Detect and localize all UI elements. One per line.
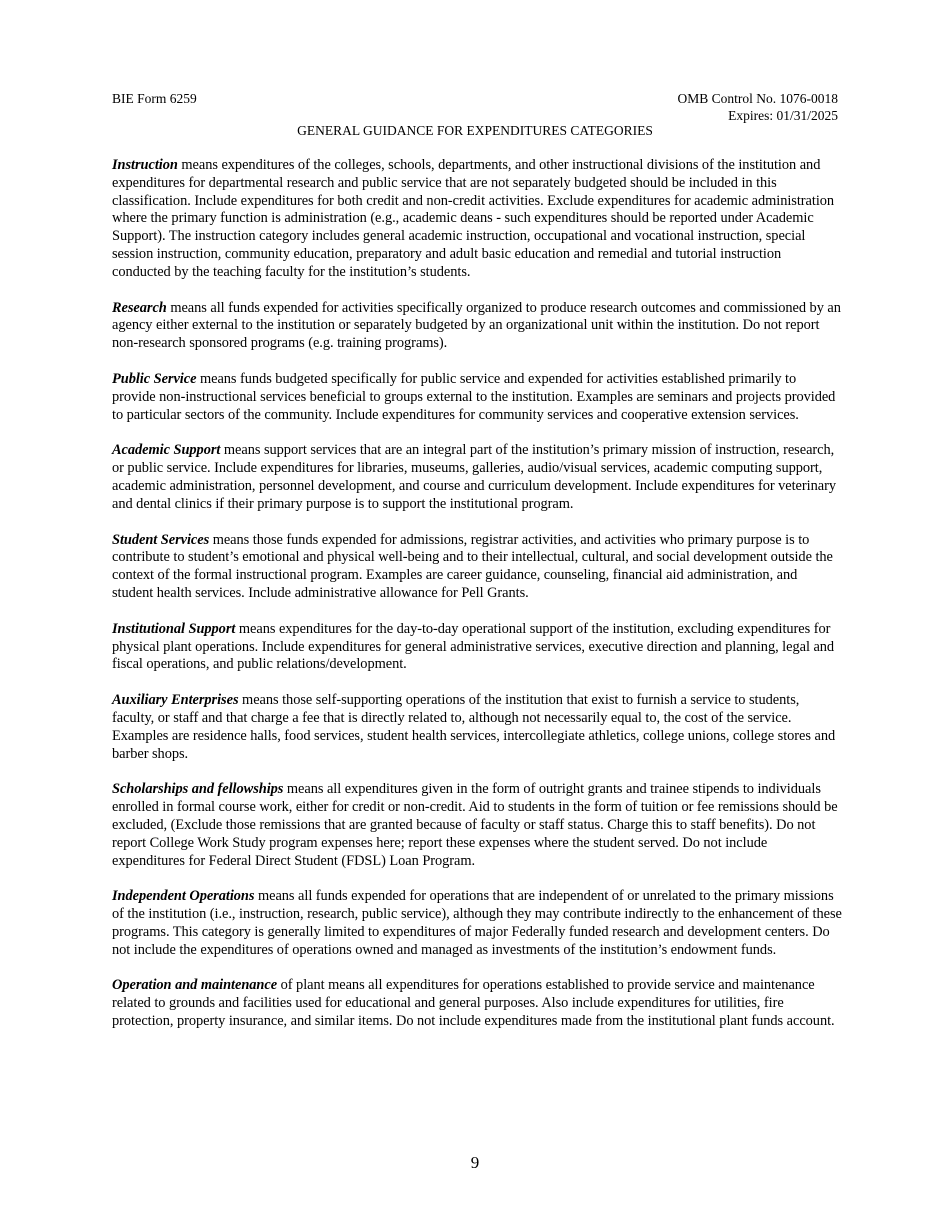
section-term: Research [112, 299, 167, 316]
section-term: Auxiliary Enterprises [112, 692, 239, 709]
omb-control-number: OMB Control No. 1076-0018 [677, 91, 838, 106]
section-term: Independent Operations [112, 888, 255, 905]
section-operation-maintenance [112, 977, 842, 1030]
section-auxiliary-enterprises [112, 692, 842, 763]
section-text: of plant means all expenditures for operations established to provide service and maintenance related to grounds and facilities used for educational and general purposes. Also include expenditures for utilities, fire protection, property insurance, and similar items. Do not include expenditures made from the institutional plant funds account. [112, 977, 835, 1030]
section-academic-support [112, 442, 842, 513]
section-scholarships-fellowships [112, 781, 842, 870]
section-public-service [112, 371, 842, 424]
page-number: 9 [470, 1153, 480, 1172]
section-text: means all expenditures given in the form of outright grants and trainee stipends to individuals enrolled in formal course work, either for credit or non-credit. Aid to students in the form of tuition or fee remissions should be excluded, (Exclude those remissions that are granted because of faculty or staff status. Charge this to staff benefits). Do not report College Work Study program expenses here; report these expenses where the student served. Do not include expenditures for Federal Direct Student (FDSL) Loan Program. [112, 781, 838, 869]
section-instruction [112, 157, 842, 282]
section-term: Scholarships and fellowships [112, 781, 284, 798]
section-institutional-support [112, 621, 842, 674]
header-right-block [677, 90, 838, 124]
section-research [112, 300, 842, 353]
expiration-date: Expires: 01/31/2025 [728, 108, 838, 123]
section-text: means all funds expended for activities specifically organized to produce research outcomes and commissioned by an agency either external to the institution or separately budgeted by an organizational unit within the institution. Do not report non-research sponsored programs (e.g. training programs). [112, 299, 841, 352]
section-term: Operation and maintenance [112, 977, 278, 994]
form-name: BIE Form 6259 [112, 91, 197, 106]
section-text: means those self-supporting operations of the institution that exist to furnish a service to students, faculty, or staff and that charge a fee that is directly related to, although not necessarily equal to, the cost of the service. Examples are residence halls, food services, student health services, intercollegiate athletics, college unions, college stores and barber shops. [112, 692, 836, 762]
section-text: means support services that are an integral part of the institution’s primary mission of instruction, research, or public service. Include expenditures for libraries, museums, galleries, audio/visual services, academic computing support, academic administration, personnel development, and course and curriculum development. Include expenditures for veterinary and dental clinics if their primary purpose is to support the institutional program. [112, 442, 836, 512]
section-text: means funds budgeted specifically for public service and expended for activities established primarily to provide non-instructional services beneficial to groups external to the institution. Examples are seminars and projects provided to particular sectors of the community. Include expenditures for community services and cooperative extension services. [112, 370, 836, 423]
section-student-services [112, 532, 842, 603]
section-text: means expenditures for the day-to-day operational support of the institution, excluding expenditures for physical plant operations. Include expenditures for general administrative services, executive direction and planning, legal and fiscal operations, and public relations/development. [112, 620, 835, 673]
section-text: means all funds expended for operations that are independent of or unrelated to the primary missions of the institution (i.e., instruction, research, public service), although they may contribute indirectly to the enhancement of these programs. This category is generally limited to expenditures of major Federally funded research and development centers. Do not include the expenditures of operations owned and managed as investments of the institution’s endowment funds. [112, 888, 842, 958]
section-independent-operations [112, 888, 842, 959]
section-text: means expenditures of the colleges, schools, departments, and other instructional divisions of the institution and expenditures for departmental research and public service that are not separately budgeted should be included in this classification. Include expenditures for both credit and non-credit activities. Exclude expenditures for academic administration where the primary function is administration (e.g., academic deans - such expenditures should be reported under Academic Support). The instruction category includes general academic instruction, occupational and vocational instruction, special session instruction, community education, preparatory and adult basic education and remedial and tutorial instruction conducted by the teaching faculty for the institution’s students. [112, 157, 835, 280]
document-body [112, 157, 842, 1049]
section-term: Instruction [112, 157, 178, 173]
section-term: Public Service [112, 370, 197, 387]
section-term: Academic Support [112, 442, 221, 459]
section-text: means those funds expended for admissions, registrar activities, and activities who primary purpose is to contribute to student’s emotional and physical well-being and to their intellectual, cultural, and social development outside the context of the formal instructional program. Examples are career guidance, counseling, financial aid administration, and student health services. Include administrative allowance for Pell Grants. [112, 531, 833, 601]
document-title: GENERAL GUIDANCE FOR EXPENDITURES CATEGORIES [297, 123, 653, 138]
section-term: Student Services [112, 531, 210, 548]
section-term: Institutional Support [112, 620, 236, 637]
